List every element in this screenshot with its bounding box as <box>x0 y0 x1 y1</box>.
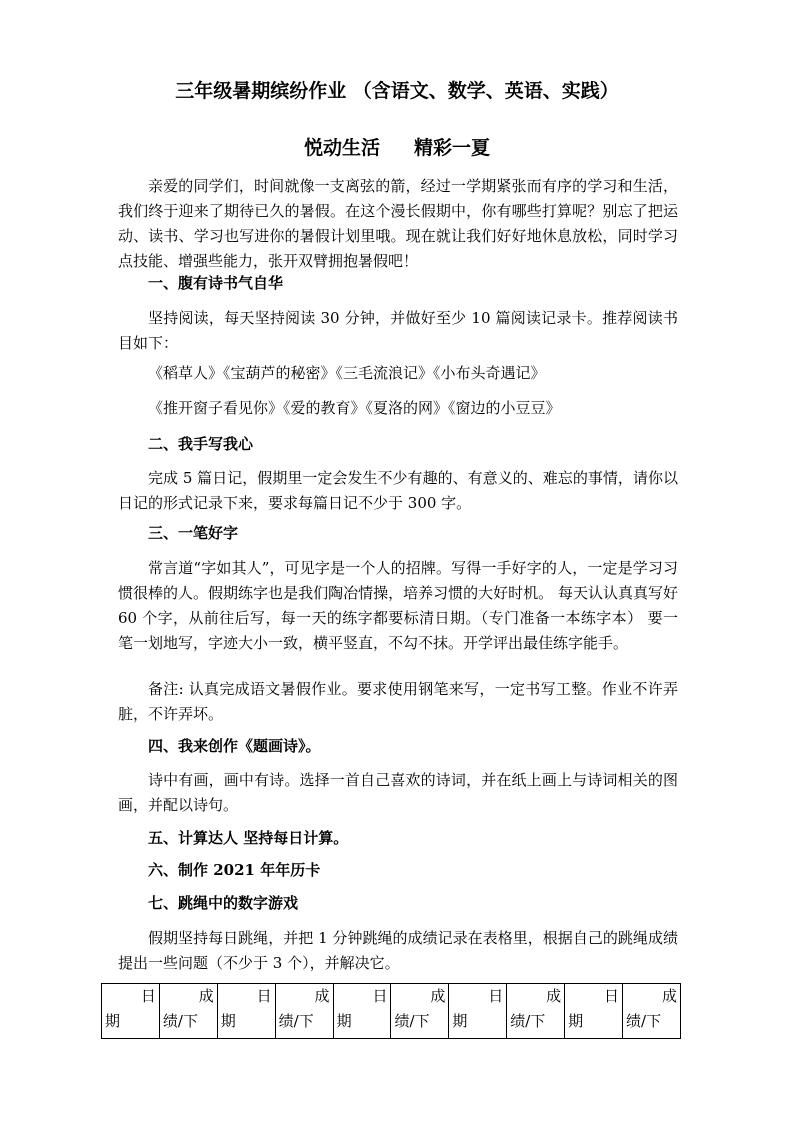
section-7-text: 假期坚持每日跳绳，并把 1 分钟跳绳的成绩记录在表格里，根据自己的跳绳成绩提出一些问题（不少于 3 个），并解决它。 <box>118 929 678 972</box>
score-header-cell: 成 绩/下 <box>275 984 333 1039</box>
jump-rope-score-table <box>101 983 681 1039</box>
subtitle-part-1: 悦动生活 <box>303 137 380 159</box>
section-4-text: 诗中有画，画中有诗。选择一首自己喜欢的诗词，并在纸上画上与诗词相关的图画，并配以诗句。 <box>118 771 678 814</box>
section-2-heading: 二、我手写我心 <box>148 435 254 453</box>
section-1-text: 坚持阅读，每天坚持阅读 30 分钟，并做好至少 10 篇阅读记录卡。推荐阅读书目如下： <box>118 309 678 352</box>
section-1-heading: 一、腹有诗书气自华 <box>148 274 284 292</box>
section-3-text: 常言道“字如其人”，可见字是一个人的招牌。写得一手好字的人，一定是学习习惯很棒的人。假期练字也是我们陶冶情操，培养习惯的大好时机。 每天认认真真写好 60 个字，从前往后写，每一天的练字都要标清日期。（专门准备一本练字本） 要一笔一划地写，字迹大小一致，横平竖直，不勾不抹。开学评出最佳练字能手。 <box>118 559 678 652</box>
section-7-heading: 七、跳绳中的数字游戏 <box>148 894 299 912</box>
intro-paragraph: 亲爱的同学们，时间就像一支离弦的箭，经过一学期紧张而有序的学习和生活，我们终于迎来了期待已久的暑假。在这个漫长假期中，你有哪些打算呢？别忘了把运动、读书、学习也写进你的暑假计划里哦。现在就让我们好好地休息放松，同时学习点技能、增强些能力，张开双臂拥抱暑假吧！ <box>118 177 678 270</box>
section-4-heading: 四、我来创作《题画诗》。 <box>148 737 321 755</box>
document-title: 三年级暑期缤纷作业 （含语文、数学、英语、实践） <box>175 80 619 102</box>
score-header-cell: 成 绩/下 <box>391 984 449 1039</box>
date-header-cell: 日 期 <box>449 984 507 1039</box>
subtitle-part-2: 精彩一夏 <box>414 137 491 159</box>
date-header-cell: 日 期 <box>333 984 391 1039</box>
section-3-note: 备注: 认真完成语文暑假作业。要求使用钢笔来写，一定书写工整。作业不许弄脏，不许弄坏。 <box>118 680 678 723</box>
section-3-heading: 三、一笔好字 <box>148 524 239 542</box>
table-row <box>102 984 681 1039</box>
score-header-cell: 成 绩/下 <box>623 984 681 1039</box>
section-5-heading: 五、计算达人 坚持每日计算。 <box>148 829 349 847</box>
date-header-cell: 日 期 <box>565 984 623 1039</box>
date-header-cell: 日 期 <box>102 984 160 1039</box>
date-header-cell: 日 期 <box>217 984 275 1039</box>
section-6-heading: 六、制作 2021 年年历卡 <box>148 861 321 879</box>
score-header-cell: 成 绩/下 <box>159 984 217 1039</box>
section-2-text: 完成 5 篇日记，假期里一定会发生不少有趣的、有意义的、难忘的事情，请你以日记的形式记录下来，要求每篇日记不少于 300 字。 <box>118 469 678 512</box>
document-subtitle <box>0 133 794 160</box>
book-list-line-1: 《稻草人》《宝葫芦的秘密》《三毛流浪记》《小布头奇遇记》 <box>148 364 546 382</box>
book-list-line-2: 《推开窗子看见你》《爱的教育》《夏洛的网》《窗边的小豆豆》 <box>148 399 561 417</box>
score-header-cell: 成 绩/下 <box>507 984 565 1039</box>
